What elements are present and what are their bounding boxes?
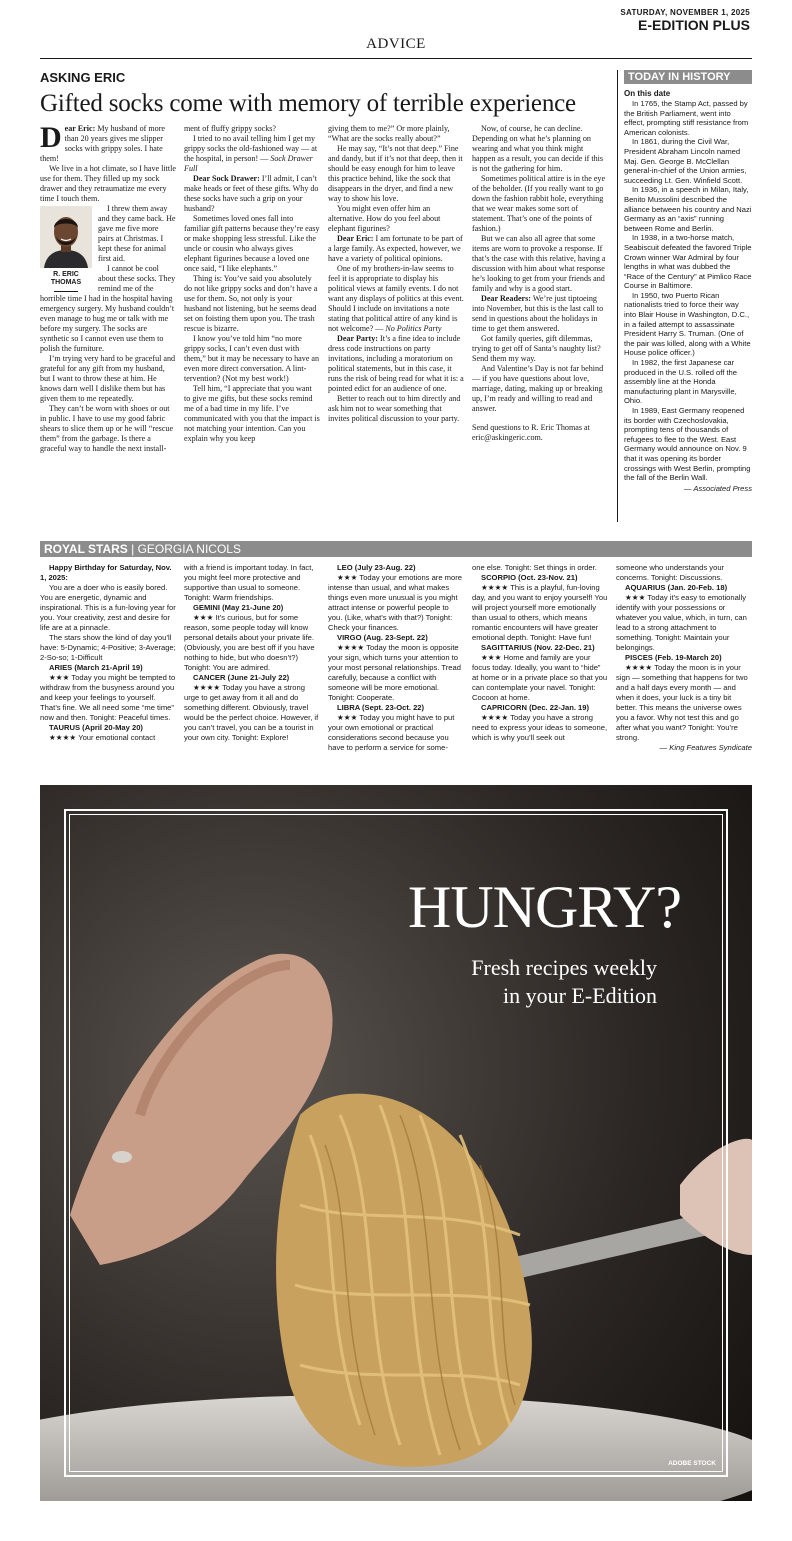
ad-title: HUNGRY? xyxy=(408,874,681,940)
history-credit: — Associated Press xyxy=(683,483,752,493)
horoscope-text: someone who understands your concerns. Tonight: Discussions. xyxy=(616,563,725,582)
photo-credit: ADOBE STOCK xyxy=(668,1460,716,1467)
article-paragraph: I cannot be cool about these socks. They remind me of the horrible time I had in the hospital having emergency surgery. My husband couldn’t even manage to hug me or talk with me before my surgery. The socks are synthetic so I cannot even use them to polish the furniture. xyxy=(40,264,176,353)
section-label: ADVICE xyxy=(366,36,426,52)
article-paragraph: They can’t be worn with shoes or out in public. I have to use my good fabric shears to slice them up or he will “rescue them” from the garbage. Is there a graceful way to handle the next install- xyxy=(40,404,174,453)
article-paragraph: One of my brothers-in-law seems to feel it is appropriate to display his political views at family events. I do not want any displays of politics at this event. Should I include on invitations a note stating that political attire of any kind is not welcome? — No Politics Party xyxy=(328,264,464,333)
zodiac-sign-heading: ARIES (March 21-April 19) xyxy=(49,663,143,672)
history-item: In 1861, during the Civil War, President Abraham Lincoln named Maj. Gen. George B. McClellan general-in-chief of the Union armies, succeeding Lt. Gen. Winfield Scott. xyxy=(624,137,747,185)
ad-tagline-line-1: Fresh recipes weekly xyxy=(471,955,657,980)
article-column-2 xyxy=(184,124,320,444)
horoscope-text: ★★★ Today it’s easy to emotionally identify with your possessions or whatever you value, which, in turn, can lead to a strong attachment to something. Tonight: Maintain your belongings. xyxy=(616,593,747,652)
author-photo xyxy=(40,206,92,268)
horoscope-text: ★★★★ This is a playful, fun-loving day, and you want to enjoy yourself! You will project yourself more emotionally than usual to others, which means romantic encounters will have greater emotional depth. Tonight: Have fun! xyxy=(472,583,608,642)
masthead-brand: E-EDITION PLUS xyxy=(637,17,750,33)
history-item: In 1765, the Stamp Act, passed by the British Parliament, went into effect, prompting stiff resistance from American colonists. xyxy=(624,99,749,137)
horoscope-text: ★★★ Today your emotions are more intense than usual, and what makes things even more unusual is you might attract intense or powerful people to you. (Like, what’s with that?) Tonight: Check your finances. xyxy=(328,573,462,632)
article-paragraph: giving them to me?” Or more plainly, “What are the socks really about?” xyxy=(328,124,450,143)
zodiac-sign-heading: LEO (July 23-Aug. 22) xyxy=(337,563,416,572)
drop-cap: D xyxy=(40,121,62,154)
zodiac-sign-heading: SCORPIO (Oct. 23-Nov. 21) xyxy=(481,573,578,582)
article-paragraph: I tried to no avail telling him I get my grippy socks the old-fashioned way — at the hospital, in person! — Sock Drawer Full xyxy=(184,134,318,173)
author-rule xyxy=(54,291,78,292)
history-item: In 1989, East Germany reopened its border with Czechoslovakia, prompting tens of thousands of refugees to flee to the West. East Germany would announce on Nov. 9 that it was opening its border crossings with West Berlin, prompting the fall of the Berlin Wall. xyxy=(624,406,751,483)
article-column-3 xyxy=(328,124,464,424)
article-paragraph: Dear Readers: We’re just tiptoeing into November, but this is the last call to send in questions about the holidays in time to get them answered. xyxy=(472,294,604,333)
horoscope-column xyxy=(184,563,320,743)
article-paragraph: And Valentine’s Day is not far behind — if you have questions about love, marriage, dating, making up or breaking up, I’m ready and willing to read and answer. xyxy=(472,364,604,413)
article-paragraph: Tell him, “I appreciate that you want to give me gifts, but these socks remind me of a bad time in my life. I’ve communicated with you that the impact is not matching your intention. Can you explain why you keep xyxy=(184,384,320,443)
zodiac-sign-heading: VIRGO (Aug. 23-Sept. 22) xyxy=(337,633,428,642)
article-paragraph: I threw them away and they came back. He gave me five more pairs at Christmas. I kept these for animal first aid. xyxy=(98,204,176,263)
article-paragraph: He may say, “It’s not that deep.” Fine and dandy, but if it’s not that deep, then it should be easy enough for him to leave this practice behind, like the sock that disappears in the dryer, and find a new way to show his love. xyxy=(328,144,463,203)
article-paragraph: Dear Party: It’s a fine idea to include dress code instructions on party invitations, including a moratorium on political statements, but in this case, it runs the risk of being read for what it is: a pointed edict for an audience of one. xyxy=(328,334,464,393)
zodiac-sign-heading: TAURUS (April 20-May 20) xyxy=(49,723,143,732)
article-paragraph: ear Eric: My husband of more than 20 years gives me slipper socks with grippy soles. I hate them! xyxy=(40,124,165,163)
sidebar-rule xyxy=(617,70,618,522)
horoscope-text: ★★★★ Today you have a strong need to express your ideas to someone, which is why you’ll seek out xyxy=(472,713,608,742)
masthead-date: SATURDAY, NOVEMBER 1, 2025 xyxy=(620,8,750,17)
article-paragraph: ment of fluffy grippy socks? xyxy=(184,124,277,133)
zodiac-sign-heading: LIBRA (Sept. 23-Oct. 22) xyxy=(337,703,425,712)
article-column-1 xyxy=(40,121,177,454)
horoscope-text: ★★★ It’s curious, but for some reason, some people today will know personal details about your private life. (Obviously, you are best off if you have nothing to hide, but who doesn’t?) Tonight: You are admired. xyxy=(184,613,315,672)
horoscope-text: The stars show the kind of day you’ll have: 5-Dynamic; 4-Positive; 3-Average; 2-So-so; 1-Difficult xyxy=(40,633,176,662)
horoscope-header: ROYAL STARS | GEORGIA NICOLS xyxy=(40,541,752,557)
zodiac-sign-heading: CANCER (June 21-July 22) xyxy=(193,673,290,682)
history-item: In 1936, in a speech in Milan, Italy, Benito Mussolini described the alliance between his country and Nazi Germany as an “axis” running between Rome and Berlin. xyxy=(624,185,752,233)
history-item: In 1950, two Puerto Rican nationalists tried to force their way into Blair House in Washington, D.C., in a failed attempt to assassinate President Harry S. Truman. (One of the pair was killed, along with a White House police officer.) xyxy=(624,290,751,358)
article-paragraph: Better to reach out to him directly and ask him not to wear something that invites political discussion to your party. xyxy=(328,394,461,423)
today-in-history xyxy=(624,70,752,493)
article-contact: Send questions to R. Eric Thomas at eric@askingeric.com. xyxy=(472,423,590,442)
horoscope-column xyxy=(40,563,176,743)
history-title: TODAY IN HISTORY xyxy=(624,70,752,84)
birthday-heading: Happy Birthday for Saturday, Nov. 1, 2025: xyxy=(40,563,172,582)
horoscope-text: with a friend is important today. In fact, you might feel more protective and supportive than usual to someone. Tonight: Warm friendships. xyxy=(184,563,314,602)
article-paragraph: We live in a hot climate, so I have little use for them. They filled up my sock drawer and they retraumatize me every time I touch them. xyxy=(40,164,177,203)
horoscope-author: GEORGIA NICOLS xyxy=(137,542,241,556)
horoscope-text: ★★★★ Today you have a strong urge to get away from it all and do something different. Obviously, travel would be the perfect choice. However, if you can’t travel, you can be a tourist in your own city. Tonight: Explore! xyxy=(184,683,319,742)
zodiac-sign-heading: PISCES (Feb. 19-March 20) xyxy=(625,653,722,662)
section-rule xyxy=(40,58,752,59)
horoscope-text: ★★★ Home and family are your focus today. Ideally, you want to “hide” at home or in a private place so that you can contemplate your navel. Tonight: Cocoon at home. xyxy=(472,653,608,702)
horoscope-text: You are a doer who is easily bored. You are energetic, dynamic and inspirational. This is a fun-loving year for you. Your creativity, zest and desire for life are at a pinnacle. xyxy=(40,583,176,632)
author-name: R. ERIC THOMAS xyxy=(50,271,82,286)
article-paragraph: Now, of course, he can decline. Depending on what he’s planning on wearing and what you think might happen as a result, you can decide if this is not the gathering for him. xyxy=(472,124,604,173)
horoscope-column xyxy=(472,563,608,743)
horoscope-text: one else. Tonight: Set things in order. xyxy=(472,563,597,572)
horoscope-text: ★★★ Today you might have to put your own emotional or practical considerations second because you have to perform a service for some- xyxy=(328,713,455,752)
column-kicker: ASKING ERIC xyxy=(40,70,126,85)
horoscope-title: ROYAL STARS xyxy=(44,542,128,556)
article-paragraph: I’m trying very hard to be graceful and grateful for any gift from my husband, but I want to throw these at him. He knows darn well I dislike them but has given them to me repeatedly. xyxy=(40,354,176,403)
horoscope-text: ★★★★ Your emotional contact xyxy=(49,733,156,742)
author-box xyxy=(40,206,92,292)
horoscope-text: ★★★ Today you might be tempted to withdraw from the busyness around you and keep your feelings to yourself. That’s fine. We all need some “me time” now and then. Tonight: Peaceful times. xyxy=(40,673,176,722)
article-paragraph: But we can also all agree that some items are worn to provoke a response. If that’s the case with this relative, having a discussion with him about what response he’s looking to get from your friends and family and why is a good start. xyxy=(472,234,606,293)
article-paragraph: Sometimes political attire is in the eye of the beholder. (If you really want to go down the fashion rabbit hole, everything that we wear makes some sort of statement. That’s one of the points of fashion.) xyxy=(472,174,606,233)
zodiac-sign-heading: SAGITTARIUS (Nov. 22-Dec. 21) xyxy=(481,643,595,652)
article-paragraph: You might even offer him an alternative. How do you feel about elephant figurines? xyxy=(328,204,441,233)
history-item: In 1982, the first Japanese car produced in the U.S. rolled off the assembly line at the Honda manufacturing plant in Marysville, Ohio. xyxy=(624,358,737,406)
article-paragraph: Thing is: You’ve said you absolutely do not like grippy socks and don’t have a use for them. So, not only is your husband not listening, but he seems dead set on foisting them upon you. The trash rescue is bizarre. xyxy=(184,274,318,333)
article-paragraph: Got family queries, gift dilemmas, trying to get off of Santa’s naughty list? Send them my way. xyxy=(472,334,601,363)
history-subtitle: On this date xyxy=(624,89,671,98)
article-paragraph: I know you’ve told him “no more grippy socks, I can’t even dust with them,” but it may be necessary to have an even more direct conversation. A lint-tervention? (Not my best work!) xyxy=(184,334,320,383)
recipes-advertisement[interactable] xyxy=(40,785,752,1501)
article-paragraph: Dear Sock Drawer: I’ll admit, I can’t make heads or feet of these gifts. Why do these socks have such a grip on your husband? xyxy=(184,174,319,213)
zodiac-sign-heading: CAPRICORN (Dec. 22-Jan. 19) xyxy=(481,703,590,712)
article-column-4 xyxy=(472,124,608,443)
horoscope-text: ★★★★ Today the moon is opposite your sign, which turns your attention to your most personal relationships. Tread carefully, because a conflict with someone will be more emotional. Tonight: Cooperate. xyxy=(328,643,461,702)
author-portrait-icon xyxy=(40,206,92,268)
history-item: In 1938, in a two-horse match, Seabiscuit defeated the favored Triple Crown winner War Admiral by four lengths in what was dubbed the “Race of the Century” at Pimlico Race Course in Baltimore. xyxy=(624,233,752,291)
ad-tagline-line-2: in your E-Edition xyxy=(503,983,657,1008)
horoscope-text: ★★★★ Today the moon is in your sign — something that happens for two and a half days every month — and when it does, your luck is a tiny bit better. This means the universe owes you a favor. Why not test this and go after what you want? Tonight: You’re strong. xyxy=(616,663,748,742)
article-paragraph: Sometimes loved ones fall into familiar gift patterns because they’re easy or make shopping less stressful. Like the uncle or cousin who always gives elephant figurines because a loved one once said, “I like elephants.” xyxy=(184,214,320,273)
zodiac-sign-heading: GEMINI (May 21-June 20) xyxy=(193,603,284,612)
horoscope-credit: — King Features Syndicate xyxy=(659,743,752,752)
horoscope-column xyxy=(616,563,752,753)
zodiac-sign-heading: AQUARIUS (Jan. 20-Feb. 18) xyxy=(625,583,728,592)
article-paragraph: Dear Eric: I am fortunate to be part of a large family. As expected, however, we have a variety of political opinions. xyxy=(328,234,463,263)
horoscope-column xyxy=(328,563,464,753)
article-headline: Gifted socks come with memory of terrible experience xyxy=(40,90,576,117)
